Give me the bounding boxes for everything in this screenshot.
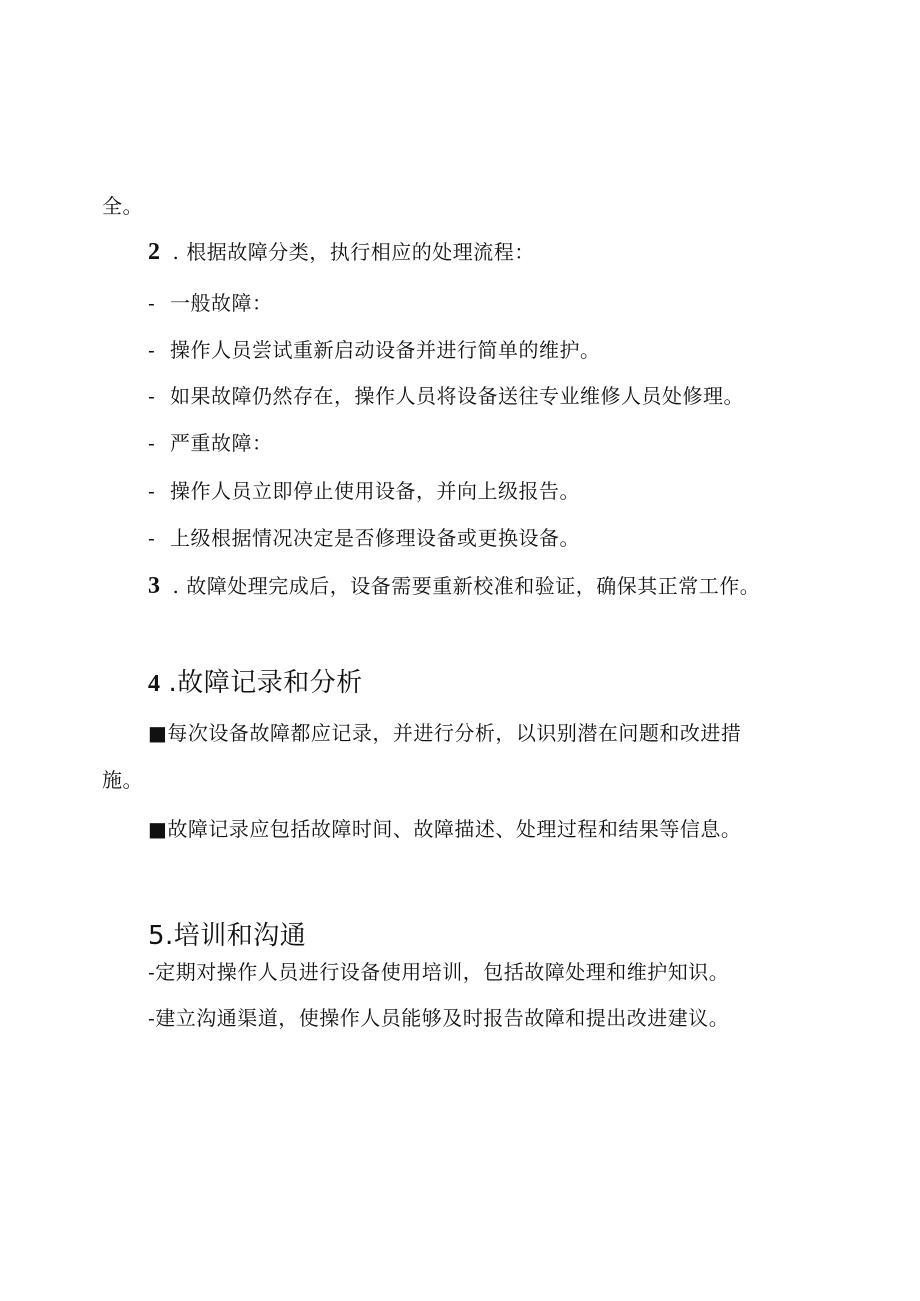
- section-title: .故障记录和分析: [168, 668, 363, 698]
- list-item: [148, 526, 580, 550]
- paragraph: ■故障记录应包括故障时间、故障描述、处理过程和结果等信息。: [148, 817, 742, 841]
- paragraph: -建立沟通渠道，使操作人员能够及时报告故障和提出改进建议。: [148, 1006, 730, 1030]
- continued-text: 全。: [102, 194, 143, 218]
- dash-marker: -: [148, 384, 156, 408]
- step-text: . 根据故障分类，执行相应的处理流程：: [172, 240, 535, 264]
- section-number: 4: [148, 671, 161, 697]
- step-2: [148, 240, 535, 264]
- section-heading-4: [148, 668, 363, 699]
- dash-marker: -: [148, 479, 156, 503]
- step-text: . 故障处理完成后，设备需要重新校准和验证，确保其正常工作。: [172, 574, 761, 598]
- list-item-text: 如果故障仍然存在，操作人员将设备送往专业维修人员处修理。: [170, 384, 744, 408]
- list-item-text: 一般故障：: [170, 291, 273, 315]
- step-3: [148, 574, 760, 598]
- section-heading-5: 5.培训和沟通: [148, 921, 307, 951]
- step-number: 2: [148, 239, 161, 265]
- list-item-text: 严重故障：: [170, 431, 273, 455]
- list-item: [148, 384, 744, 408]
- dash-marker: -: [148, 338, 156, 362]
- list-item-text: 操作人员尝试重新启动设备并进行简单的维护。: [170, 338, 601, 362]
- dash-marker: -: [148, 291, 156, 315]
- paragraph-continued: 施。: [102, 768, 143, 792]
- paragraph: -定期对操作人员进行设备使用培训，包括故障处理和维护知识。: [148, 960, 730, 984]
- list-item-text: 上级根据情况决定是否修理设备或更换设备。: [170, 526, 580, 550]
- list-item: [148, 479, 580, 503]
- paragraph: ■每次设备故障都应记录，并进行分析，以识别潜在问题和改进措: [148, 721, 742, 745]
- list-item: [148, 338, 601, 362]
- list-item: [148, 291, 273, 315]
- list-item-text: 操作人员立即停止使用设备，并向上级报告。: [170, 479, 580, 503]
- dash-marker: -: [148, 526, 156, 550]
- dash-marker: -: [148, 431, 156, 455]
- list-item: [148, 431, 273, 455]
- step-number: 3: [148, 573, 161, 599]
